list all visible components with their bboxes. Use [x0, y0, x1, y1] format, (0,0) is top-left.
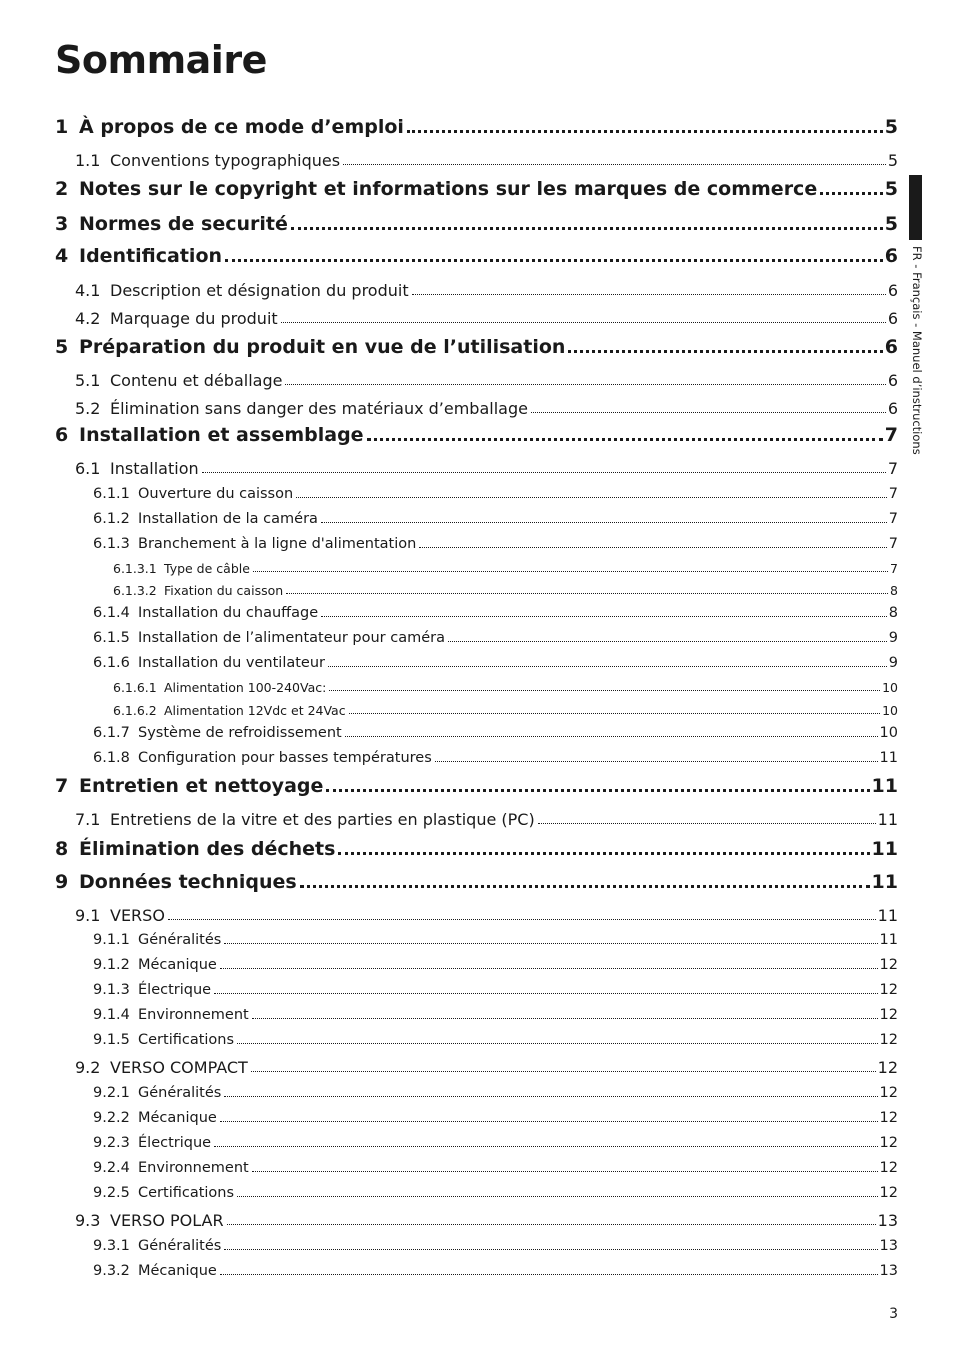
toc-entry-page: 13 [879, 1238, 898, 1254]
toc-entry-page: 10 [882, 680, 898, 695]
toc-entry[interactable] [55, 178, 898, 200]
toc-entry[interactable] [93, 1135, 898, 1151]
toc-entry-page: 6 [887, 399, 898, 418]
toc-dot-leader [220, 1274, 878, 1275]
toc-entry-number: 9.3.1 [93, 1238, 130, 1254]
toc-entry-number: 5 [55, 336, 69, 358]
toc-entry-number: 7 [55, 775, 69, 797]
toc-entry[interactable] [93, 486, 898, 502]
toc-entry-label: Données techniques [79, 871, 297, 893]
toc-dot-leader [329, 690, 880, 691]
toc-dot-leader [168, 919, 876, 920]
toc-entry-page: 12 [877, 1058, 898, 1077]
toc-entry-number: 9.1.1 [93, 932, 130, 948]
toc-dot-leader [252, 1171, 878, 1172]
toc-entry-number: 6.1.6.1 [113, 680, 157, 695]
toc-entry-number: 9.2.5 [93, 1185, 130, 1201]
toc-dot-leader [285, 384, 885, 385]
toc-dot-leader [253, 571, 888, 572]
toc-entry-label: Marquage du produit [110, 309, 278, 328]
toc-dot-leader [407, 130, 883, 133]
toc-entry-label: Environnement [138, 1007, 249, 1023]
toc-entry[interactable] [75, 371, 898, 390]
toc-entry-label: Entretien et nettoyage [79, 775, 324, 797]
toc-entry[interactable] [55, 775, 898, 797]
toc-entry-page: 11 [871, 871, 898, 893]
toc-entry[interactable] [75, 399, 898, 418]
toc-entry-label: Installation et assemblage [79, 424, 364, 446]
toc-entry-number: 3 [55, 213, 69, 235]
toc-entry-label: Mécanique [138, 957, 217, 973]
toc-dot-leader [435, 761, 878, 762]
toc-entry-page: 13 [879, 1263, 898, 1279]
toc-entry-page: 6 [887, 309, 898, 328]
toc-dot-leader [568, 350, 882, 353]
toc-entry-number: 9.1.4 [93, 1007, 130, 1023]
toc-entry-page: 12 [879, 957, 898, 973]
toc-entry[interactable] [55, 838, 898, 860]
toc-dot-leader [338, 852, 869, 855]
toc-entry-page: 11 [877, 810, 898, 829]
toc-entry-page: 10 [882, 703, 898, 718]
toc-entry-label: Fixation du caisson [164, 583, 284, 598]
toc-entry-page: 6 [887, 281, 898, 300]
toc-entry-page: 12 [879, 1185, 898, 1201]
toc-dot-leader [214, 1146, 877, 1147]
toc-entry-label: Description et désignation du produit [110, 281, 409, 300]
toc-entry-number: 9.3.2 [93, 1263, 130, 1279]
toc-entry-label: Généralités [138, 1085, 222, 1101]
toc-dot-leader [286, 593, 888, 594]
toc-dot-leader [538, 823, 876, 824]
toc-dot-leader [220, 968, 878, 969]
toc-entry-page: 7 [884, 424, 898, 446]
toc-dot-leader [300, 885, 870, 888]
toc-entry[interactable] [75, 1058, 898, 1077]
toc-entry-number: 6.1 [75, 459, 101, 478]
toc-entry[interactable] [75, 459, 898, 478]
toc-entry[interactable] [113, 680, 898, 695]
toc-entry[interactable] [93, 605, 898, 621]
toc-entry[interactable] [75, 309, 898, 328]
toc-entry-label: Système de refroidissement [138, 725, 342, 741]
toc-entry-label: Électrique [138, 1135, 212, 1151]
toc-entry[interactable] [55, 213, 898, 235]
toc-entry-label: Électrique [138, 982, 212, 998]
toc-entry-label: Installation du chauffage [138, 605, 319, 621]
toc-entry-label: Entretiens de la vitre et des parties en plastique (PC) [110, 810, 535, 829]
toc-entry[interactable] [93, 1085, 898, 1101]
toc-entry-number: 4.1 [75, 281, 101, 300]
toc-entry[interactable] [55, 116, 898, 138]
toc-entry-number: 9.1.2 [93, 957, 130, 973]
toc-entry-label: VERSO COMPACT [110, 1058, 248, 1077]
toc-entry-page: 8 [890, 583, 898, 598]
toc-entry[interactable] [75, 906, 898, 925]
toc-entry[interactable] [93, 1110, 898, 1126]
toc-entry-number: 6.1.3.1 [113, 561, 157, 576]
toc-entry[interactable] [75, 810, 898, 829]
toc-entry-label: VERSO [110, 906, 165, 925]
toc-dot-leader [225, 259, 883, 262]
toc-dot-leader [367, 438, 883, 441]
toc-entry-number: 9.2 [75, 1058, 101, 1077]
toc-entry-number: 1.1 [75, 151, 101, 170]
toc-entry-number: 2 [55, 178, 69, 200]
toc-entry-page: 12 [879, 1085, 898, 1101]
side-tab-label: FR - Français - Manuel d’instructions [910, 246, 924, 455]
toc-entry[interactable] [55, 336, 898, 358]
toc-entry-number: 6.1.6.2 [113, 703, 157, 718]
toc-entry[interactable] [93, 1007, 898, 1023]
toc-dot-leader [343, 164, 886, 165]
toc-entry[interactable] [75, 1211, 898, 1230]
toc-entry-page: 9 [888, 655, 898, 671]
toc-entry-number: 6.1.3.2 [113, 583, 157, 598]
toc-entry-page: 11 [871, 838, 898, 860]
toc-dot-leader [224, 1249, 877, 1250]
toc-entry-label: Branchement à la ligne d'alimentation [138, 536, 417, 552]
toc-entry-page: 12 [879, 982, 898, 998]
toc-entry-page: 5 [884, 178, 898, 200]
toc-dot-leader [281, 322, 886, 323]
toc-entry-page: 7 [887, 459, 898, 478]
toc-entry[interactable] [93, 630, 898, 646]
toc-entry[interactable] [93, 1160, 898, 1176]
toc-entry-page: 11 [879, 750, 898, 766]
toc-entry-page: 12 [879, 1032, 898, 1048]
toc-entry-label: Installation de l’alimentateur pour caméra [138, 630, 445, 646]
toc-dot-leader [224, 1096, 877, 1097]
toc-entry-page: 6 [884, 245, 898, 267]
toc-dot-leader [820, 192, 883, 195]
toc-entry-number: 6.1.7 [93, 725, 130, 741]
toc-dot-leader [214, 993, 877, 994]
toc-entry-number: 6.1.5 [93, 630, 130, 646]
toc-entry-page: 5 [884, 213, 898, 235]
toc-entry-label: Normes de securité [79, 213, 288, 235]
toc-entry-number: 6.1.8 [93, 750, 130, 766]
toc-dot-leader [202, 472, 886, 473]
toc-dot-leader [349, 713, 881, 714]
toc-dot-leader [321, 616, 887, 617]
toc-entry-label: Généralités [138, 1238, 222, 1254]
toc-entry-number: 4 [55, 245, 69, 267]
toc-entry-page: 11 [877, 906, 898, 925]
toc-entry[interactable] [75, 151, 898, 170]
toc-entry[interactable] [93, 932, 898, 948]
toc-dot-leader [345, 736, 878, 737]
toc-entry-label: Certifications [138, 1032, 235, 1048]
toc-dot-leader [412, 294, 886, 295]
toc-entry[interactable] [93, 1185, 898, 1201]
toc-entry-number: 6.1.4 [93, 605, 130, 621]
toc-entry-number: 6.1.2 [93, 511, 130, 527]
toc-entry[interactable] [93, 982, 898, 998]
toc-entry-number: 6.1.6 [93, 655, 130, 671]
toc-entry-number: 9.2.2 [93, 1110, 130, 1126]
toc-entry-page: 7 [890, 561, 898, 576]
toc-dot-leader [252, 1018, 878, 1019]
toc-entry-label: Identification [79, 245, 223, 267]
toc-dot-leader [321, 522, 887, 523]
toc-entry[interactable] [55, 424, 898, 446]
toc-entry[interactable] [93, 750, 898, 766]
toc-dot-leader [237, 1196, 878, 1197]
toc-entry-number: 8 [55, 838, 69, 860]
toc-entry-label: À propos de ce mode d’emploi [79, 116, 404, 138]
toc-entry-number: 5.2 [75, 399, 101, 418]
toc-entry[interactable] [93, 1032, 898, 1048]
toc-entry-label: Notes sur le copyright et informations sur les marques de commerce [79, 178, 818, 200]
toc-entry-page: 12 [879, 1135, 898, 1151]
toc-entry[interactable] [55, 245, 898, 267]
toc-entry[interactable] [93, 536, 898, 552]
toc-dot-leader [220, 1121, 878, 1122]
toc-entry-page: 5 [884, 116, 898, 138]
toc-entry-label: Alimentation 100-240Vac: [164, 680, 327, 695]
toc-entry-page: 12 [879, 1110, 898, 1126]
side-tab-marker [909, 175, 922, 240]
toc-entry-label: Type de câble [164, 561, 250, 576]
toc-entry-label: Contenu et déballage [110, 371, 283, 390]
toc-dot-leader [419, 547, 886, 548]
toc-dot-leader [531, 412, 886, 413]
toc-entry-page: 7 [888, 486, 898, 502]
toc-entry-number: 9.2.3 [93, 1135, 130, 1151]
toc-dot-leader [224, 943, 877, 944]
toc-entry-number: 9.1.5 [93, 1032, 130, 1048]
page-title: Sommaire [55, 38, 267, 82]
toc-entry[interactable] [93, 655, 898, 671]
toc-entry-number: 6.1.3 [93, 536, 130, 552]
toc-entry-number: 9.2.1 [93, 1085, 130, 1101]
toc-entry-label: Configuration pour basses températures [138, 750, 432, 766]
toc-entry-page: 10 [879, 725, 898, 741]
toc-entry-label: Mécanique [138, 1110, 217, 1126]
toc-entry-number: 6.1.1 [93, 486, 130, 502]
toc-entry-number: 9.2.4 [93, 1160, 130, 1176]
toc-entry-label: Mécanique [138, 1263, 217, 1279]
toc-entry-label: Installation du ventilateur [138, 655, 325, 671]
toc-dot-leader [296, 497, 887, 498]
toc-entry-number: 9 [55, 871, 69, 893]
toc-entry[interactable] [113, 703, 898, 718]
toc-entry-page: 6 [884, 336, 898, 358]
toc-entry-number: 5.1 [75, 371, 101, 390]
toc-entry-label: Préparation du produit en vue de l’utilisation [79, 336, 566, 358]
toc-entry-page: 13 [877, 1211, 898, 1230]
toc-entry-number: 1 [55, 116, 69, 138]
toc-entry[interactable] [75, 281, 898, 300]
toc-entry[interactable] [93, 725, 898, 741]
toc-entry-page: 11 [871, 775, 898, 797]
toc-entry-label: Certifications [138, 1185, 235, 1201]
toc-entry-number: 7.1 [75, 810, 101, 829]
toc-entry-label: Ouverture du caisson [138, 486, 294, 502]
toc-entry-number: 9.3 [75, 1211, 101, 1230]
toc-dot-leader [326, 789, 869, 792]
toc-entry[interactable] [113, 561, 898, 576]
page-number: 3 [889, 1306, 898, 1322]
toc-entry-page: 8 [888, 605, 898, 621]
toc-entry-page: 12 [879, 1160, 898, 1176]
toc-entry-page: 12 [879, 1007, 898, 1023]
toc-entry-label: Élimination des déchets [79, 838, 336, 860]
toc-entry-page: 9 [888, 630, 898, 646]
toc-entry-page: 7 [888, 536, 898, 552]
toc-entry-label: Environnement [138, 1160, 249, 1176]
toc-entry[interactable] [93, 1238, 898, 1254]
toc-entry-page: 11 [879, 932, 898, 948]
toc-entry[interactable] [113, 583, 898, 598]
toc-entry-label: Généralités [138, 932, 222, 948]
toc-entry-number: 9.1 [75, 906, 101, 925]
toc-entry-label: Alimentation 12Vdc et 24Vac [164, 703, 346, 718]
toc-dot-leader [251, 1071, 876, 1072]
toc-entry-number: 6 [55, 424, 69, 446]
toc-entry[interactable] [93, 1263, 898, 1279]
toc-entry-label: Élimination sans danger des matériaux d’emballage [110, 399, 528, 418]
toc-entry-number: 4.2 [75, 309, 101, 328]
toc-entry[interactable] [93, 957, 898, 973]
toc-dot-leader [328, 666, 887, 667]
toc-entry-page: 6 [887, 371, 898, 390]
toc-dot-leader [291, 227, 883, 230]
toc-entry-page: 5 [887, 151, 898, 170]
toc-dot-leader [227, 1224, 876, 1225]
toc-entry[interactable] [93, 511, 898, 527]
toc-entry-label: VERSO POLAR [110, 1211, 224, 1230]
toc-entry-label: Installation de la caméra [138, 511, 318, 527]
toc-entry-label: Conventions typographiques [110, 151, 341, 170]
toc-dot-leader [237, 1043, 878, 1044]
toc-entry[interactable] [55, 871, 898, 893]
toc-dot-leader [448, 641, 887, 642]
toc-entry-page: 7 [888, 511, 898, 527]
toc-entry-number: 9.1.3 [93, 982, 130, 998]
toc-entry-label: Installation [110, 459, 199, 478]
